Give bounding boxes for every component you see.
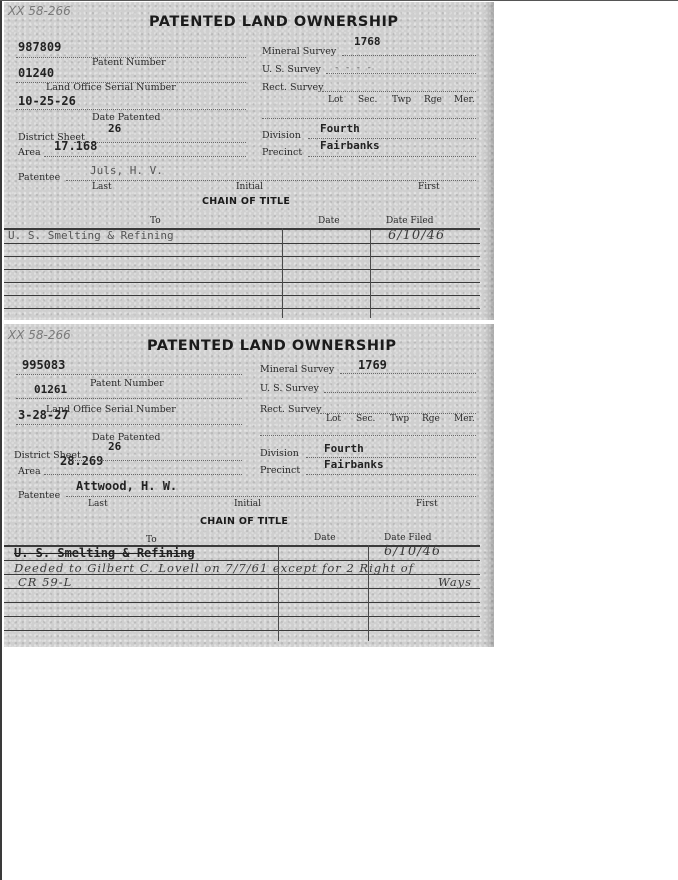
serial-number-value: 01261 [34,383,68,396]
land-ownership-card-2 [4,324,494,647]
lot-label: Lot [326,414,342,424]
rule [324,392,476,393]
table-rule [4,269,480,270]
serial-number-label: Land Office Serial Number [46,404,176,415]
rect-survey-label: Rect. Survey [262,82,324,93]
handwritten-deed-note: Deeded to Gilbert C. Lovell on 7/7/61 except for 2 Right of [14,561,414,575]
rule [306,474,476,475]
rule [16,374,242,375]
pencil-reference: XX 58-266 [8,4,71,18]
rule [66,180,476,181]
date-filed-label: Date Filed [384,533,432,543]
sec-label: Sec. [356,414,376,424]
initial-label: Initial [234,499,261,509]
sec-label: Sec. [358,95,378,105]
rule [44,474,242,475]
mer-label: Mer. [454,95,475,105]
rule [262,118,476,119]
rule [326,73,476,74]
table-rule [4,308,480,309]
rule [322,91,476,92]
district-sheet-value: 26 [108,122,122,135]
scan-edge-top [0,0,678,1]
pencil-reference: XX 58-266 [8,328,71,342]
first-label: First [416,499,438,509]
area-label: Area [18,147,41,158]
us-survey-label: U. S. Survey [262,64,321,75]
division-label: Division [262,130,301,141]
patentee-label: Patentee [18,172,61,183]
table-rule [4,243,480,244]
date-patented-label: Date Patented [92,432,161,443]
initial-label: Initial [236,182,263,192]
date-patented-value: 10-25-26 [18,94,76,108]
chain-of-title-heading: CHAIN OF TITLE [202,196,291,207]
chain-row-1-filed: 6/10/46 [388,228,446,243]
chain-row-1-filed: 6/10/46 [384,544,442,559]
last-label: Last [92,182,112,192]
table-rule [4,282,480,283]
handwritten-reference: CR 59-L [18,575,73,589]
land-ownership-card-1 [4,2,494,320]
lot-label: Lot [328,95,344,105]
patent-number-label: Patent Number [92,57,166,68]
rule [308,156,476,157]
table-column-divider [278,545,279,641]
precinct-value: Fairbanks [324,458,384,471]
handwritten-ways: Ways [438,575,473,589]
first-label: First [418,182,440,192]
district-sheet-value: 26 [108,440,122,453]
table-rule [4,295,480,296]
table-column-divider [282,228,283,318]
serial-number-label: Land Office Serial Number [46,82,176,93]
patent-number-label: Patent Number [90,378,164,389]
district-sheet-label: District Sheet [14,450,81,461]
table-column-divider [370,228,371,318]
division-value: Fourth [320,122,360,135]
patent-number-value: 987809 [18,40,62,54]
rule [66,496,476,497]
rule [16,109,246,110]
to-label: To [146,535,157,545]
table-rule [4,630,480,631]
mineral-survey-value: 1769 [358,358,387,372]
rule [16,424,242,425]
table-column-divider [368,545,369,641]
date-label: Date [314,533,336,543]
patentee-value: Juls, H. V. [90,164,163,177]
precinct-value: Fairbanks [320,139,380,152]
precinct-label: Precinct [260,465,301,476]
to-label: To [150,216,161,226]
rule [72,460,242,461]
patentee-value: Attwood, H. W. [76,479,178,493]
rge-label: Rge [422,414,440,424]
card-title: PATENTED LAND OWNERSHIP [147,338,397,354]
table-rule [4,588,480,589]
rule [74,142,246,143]
twp-label: Twp [390,414,410,424]
district-sheet-label: District Sheet [18,132,85,143]
mineral-survey-label: Mineral Survey [262,46,337,57]
date-filed-label: Date Filed [386,216,434,226]
us-survey-label: U. S. Survey [260,383,319,394]
precinct-label: Precinct [262,147,303,158]
table-rule [4,256,480,257]
mineral-survey-label: Mineral Survey [260,364,335,375]
area-label: Area [18,466,41,477]
rule [340,373,476,374]
card-title: PATENTED LAND OWNERSHIP [149,14,399,30]
rge-label: Rge [424,95,442,105]
us-survey-value: - - - - [334,63,372,73]
table-rule [4,602,480,603]
rule [44,156,246,157]
twp-label: Twp [392,95,412,105]
chain-row-1-to: U. S. Smelting & Refining [8,229,174,242]
patent-number-value: 995083 [22,358,66,372]
area-value: 17.168 [54,139,98,153]
mer-label: Mer. [454,414,475,424]
chain-of-title-heading: CHAIN OF TITLE [200,516,289,527]
division-label: Division [260,448,299,459]
serial-number-value: 01240 [18,66,55,80]
rule [260,435,476,436]
division-value: Fourth [324,442,364,455]
patentee-label: Patentee [18,490,61,501]
area-value: 28.269 [60,454,104,468]
mineral-survey-value: 1768 [354,35,381,48]
date-patented-label: Date Patented [92,112,161,123]
rule [342,55,476,56]
date-label: Date [318,216,340,226]
chain-row-1-to: U. S. Smelting & Refining [14,546,195,560]
rule [16,398,242,399]
last-label: Last [88,499,108,509]
scan-edge [0,0,2,880]
date-patented-value: 3-28-27 [18,408,69,422]
table-rule [4,616,480,617]
rect-survey-label: Rect. Survey [260,404,322,415]
